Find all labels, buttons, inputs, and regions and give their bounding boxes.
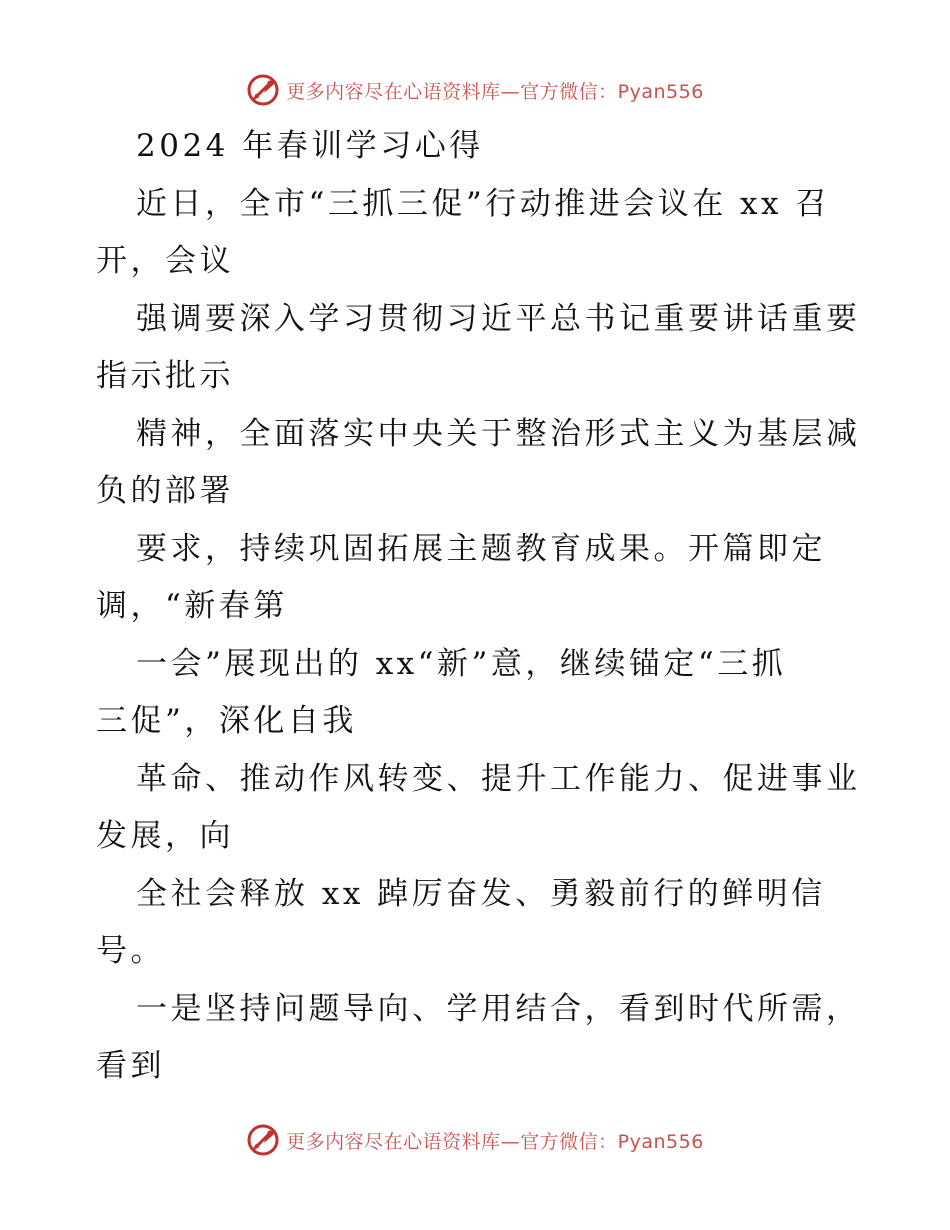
text-line: 开，会议 [96, 243, 234, 279]
document-body [96, 118, 861, 1096]
text-line: 全社会释放 xx 踔厉奋发、勇毅前行的鲜明信 [136, 875, 826, 912]
text-line: 看到 [96, 1048, 165, 1084]
text-line: 发展，向 [96, 818, 234, 854]
text-line: 号。 [96, 933, 165, 969]
watermark-text: 更多内容尽在心语资料库—官方微信：Pyan556 [286, 1130, 704, 1153]
text-line: 强调要深入学习贯彻习近平总书记重要讲话重要 [136, 300, 861, 337]
quill-seal-logo-icon [246, 73, 280, 107]
footer-watermark [0, 1120, 950, 1160]
text-line: 2024 年春训学习心得 [136, 128, 484, 164]
watermark-text: 更多内容尽在心语资料库—官方微信：Pyan556 [286, 80, 704, 103]
text-line: 精神，全面落实中央关于整治形式主义为基层减 [136, 415, 861, 452]
text-line: 近日，全市“三抓三促”行动推进会议在 xx 召 [136, 185, 830, 222]
quill-seal-logo-icon [246, 1123, 280, 1157]
text-line: 指示批示 [96, 358, 234, 394]
text-line: 要求，持续巩固拓展主题教育成果。开篇即定 [136, 530, 826, 567]
text-line: 一是坚持问题导向、学用结合，看到时代所需， [136, 990, 861, 1027]
text-line: 一会”展现出的 xx“新”意，继续锚定“三抓 [136, 645, 787, 682]
text-line: 调，“新春第 [96, 588, 288, 624]
text-line: 革命、推动作风转变、提升工作能力、促进事业 [136, 760, 861, 797]
text-line: 三促”，深化自我 [96, 703, 357, 739]
text-line: 负的部署 [96, 473, 234, 509]
header-watermark [0, 70, 950, 110]
